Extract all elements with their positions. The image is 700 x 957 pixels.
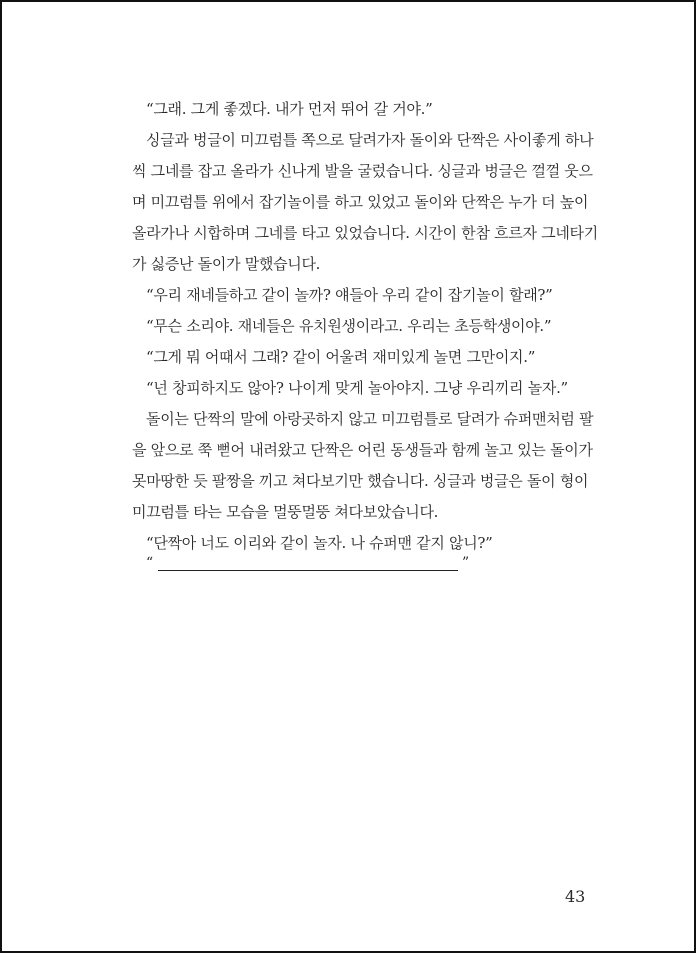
story-line: “우리 재네들하고 같이 놀까? 얘들아 우리 같이 잡기놀이 할래?” xyxy=(146,286,553,304)
story-line: 을 앞으로 쭉 뻗어 내려왔고 단짝은 어린 동생들과 함께 놀고 있는 돌이가 xyxy=(132,441,593,459)
open-quote: “ xyxy=(146,555,154,571)
fill-in-line[interactable] xyxy=(158,570,458,571)
story-line: “넌 창피하지도 않아? 나이게 맞게 놀아야지. 그냥 우리끼리 놀자.” xyxy=(146,379,568,397)
story-line: “단짝아 너도 이리와 같이 놀자. 나 슈퍼맨 같지 않니?” xyxy=(146,534,493,552)
story-line: “그게 뭐 어때서 그래? 같이 어울려 재미있게 놀면 그만이지.” xyxy=(146,348,536,366)
story-line: “그래. 그게 좋겠다. 내가 먼저 뛰어 갈 거야.” xyxy=(146,100,433,118)
page-number: 43 xyxy=(565,887,586,906)
answer-blank[interactable] xyxy=(146,554,476,578)
story-line: 돌이는 단짝의 말에 아랑곳하지 않고 미끄럼틀로 달려가 슈퍼맨처럼 팔 xyxy=(146,410,594,428)
close-quote: ” xyxy=(462,555,470,571)
story-line: 싱글과 벙글이 미끄럼틀 쪽으로 달려가자 돌이와 단짝은 사이좋게 하나 xyxy=(146,131,594,149)
story-line: “무슨 소리야. 재네들은 유치원생이라고. 우리는 초등학생이야.” xyxy=(146,317,552,335)
story-line: 못마땅한 듯 팔짱을 끼고 쳐다보기만 했습니다. 싱글과 벙글은 돌이 형이 xyxy=(132,472,589,490)
story-line: 미끄럼틀 타는 모습을 멀뚱멀뚱 쳐다보았습니다. xyxy=(132,503,439,521)
story-text xyxy=(132,94,598,559)
story-line: 씩 그네를 잡고 올라가 신나게 발을 굴렀습니다. 싱글과 벙글은 껄껄 웃으 xyxy=(132,162,593,180)
story-line: 가 싫증난 돌이가 말했습니다. xyxy=(132,255,321,273)
story-line: 올라가나 시합하며 그네를 타고 있었습니다. 시간이 한참 흐르자 그네타기 xyxy=(132,224,598,242)
story-line: 며 미끄럼틀 위에서 잡기놀이를 하고 있었고 돌이와 단짝은 누가 더 높이 xyxy=(132,193,589,211)
